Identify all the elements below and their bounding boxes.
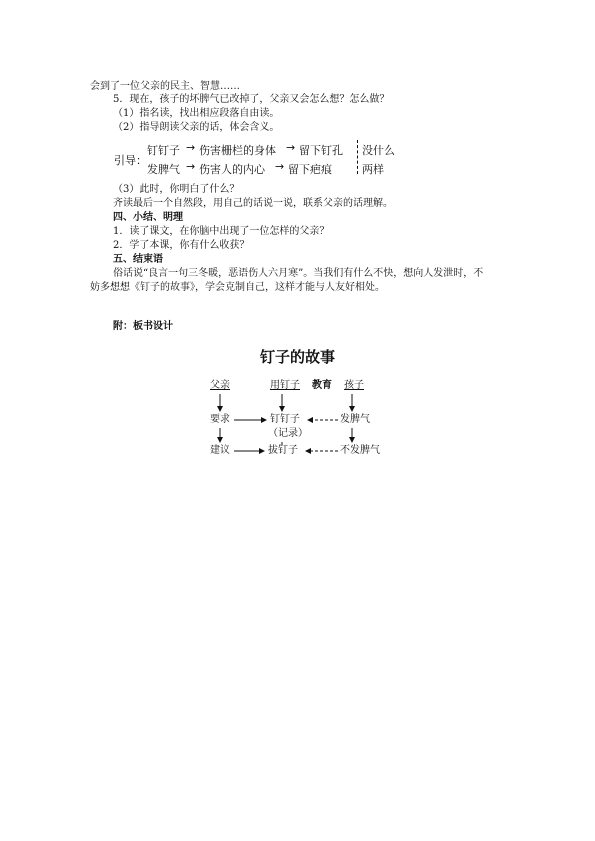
arrow-icon: → xyxy=(186,160,196,173)
board-title: 钉子的故事 xyxy=(259,348,335,366)
guide-label: 引导： xyxy=(114,154,147,167)
board-educate: 教育 xyxy=(312,380,332,391)
hand-row1-b: 伤害栅栏的身体 xyxy=(199,144,276,157)
text-line: 齐读最后一个自然段，用自己的话说一说，联系父亲的话理解。 xyxy=(113,198,393,209)
board-use-nail: 用钉子 xyxy=(270,380,300,391)
text-line: 2．学了本课，你有什么收获？ xyxy=(113,240,250,251)
text-line: （1）指名读，找出相应段落自由读。 xyxy=(113,108,280,119)
board-suggest: 建议 xyxy=(210,445,230,456)
hand-row2-c: 留下疤痕 xyxy=(288,163,332,176)
appendix-heading: 附：板书设计 xyxy=(113,321,173,332)
board-request: 要求 xyxy=(210,414,230,425)
hand-row2-b: 伤害人的内心 xyxy=(199,163,265,176)
text-line: 5．现在，孩子的坏脾气已改掉了，父亲又会怎么想？怎么做？ xyxy=(113,94,390,105)
section-heading: 四、小结、明理 xyxy=(113,212,183,223)
board-no-temper: 不发脾气 xyxy=(340,445,380,456)
hand-row2-a: 发脾气 xyxy=(147,163,180,176)
hand-row1-a: 钉钉子 xyxy=(147,144,180,157)
board-hammer-nail: 钉钉子 xyxy=(270,414,300,425)
text-line: 1．读了课文，在你脑中出现了一位怎样的父亲？ xyxy=(113,226,330,237)
hand-right-2: 两样 xyxy=(362,163,384,176)
board-pull-nail: 拔钉子 xyxy=(268,445,298,456)
text-line: （2）指导朗读父亲的话，体会含义。 xyxy=(113,122,280,133)
text-line: （3）此时，你明白了什么？ xyxy=(113,184,240,195)
section-heading: 五、结束语 xyxy=(113,254,163,265)
arrow-icon: → xyxy=(286,141,296,154)
hand-row1-c: 留下钉孔 xyxy=(299,144,343,157)
arrow-icon: → xyxy=(275,160,285,173)
board-record: （记录） xyxy=(268,428,308,439)
board-father: 父亲 xyxy=(210,380,230,391)
board-temper: 发脾气 xyxy=(340,414,370,425)
text-line: 妨多想想《钉子的故事》，学会克制自己，这样才能与人友好相处。 xyxy=(90,282,385,293)
arrow-icon: → xyxy=(186,141,196,154)
text-line: 会到了一位父亲的民主、智慧…… xyxy=(90,81,240,92)
text-line: 俗话说“良言一句三冬暖，恶语伤人六月寒”。当我们有什么不快，想向人发泄时，不 xyxy=(113,268,484,279)
hand-right-1: 没什么 xyxy=(362,144,395,157)
board-child: 孩子 xyxy=(344,380,364,391)
